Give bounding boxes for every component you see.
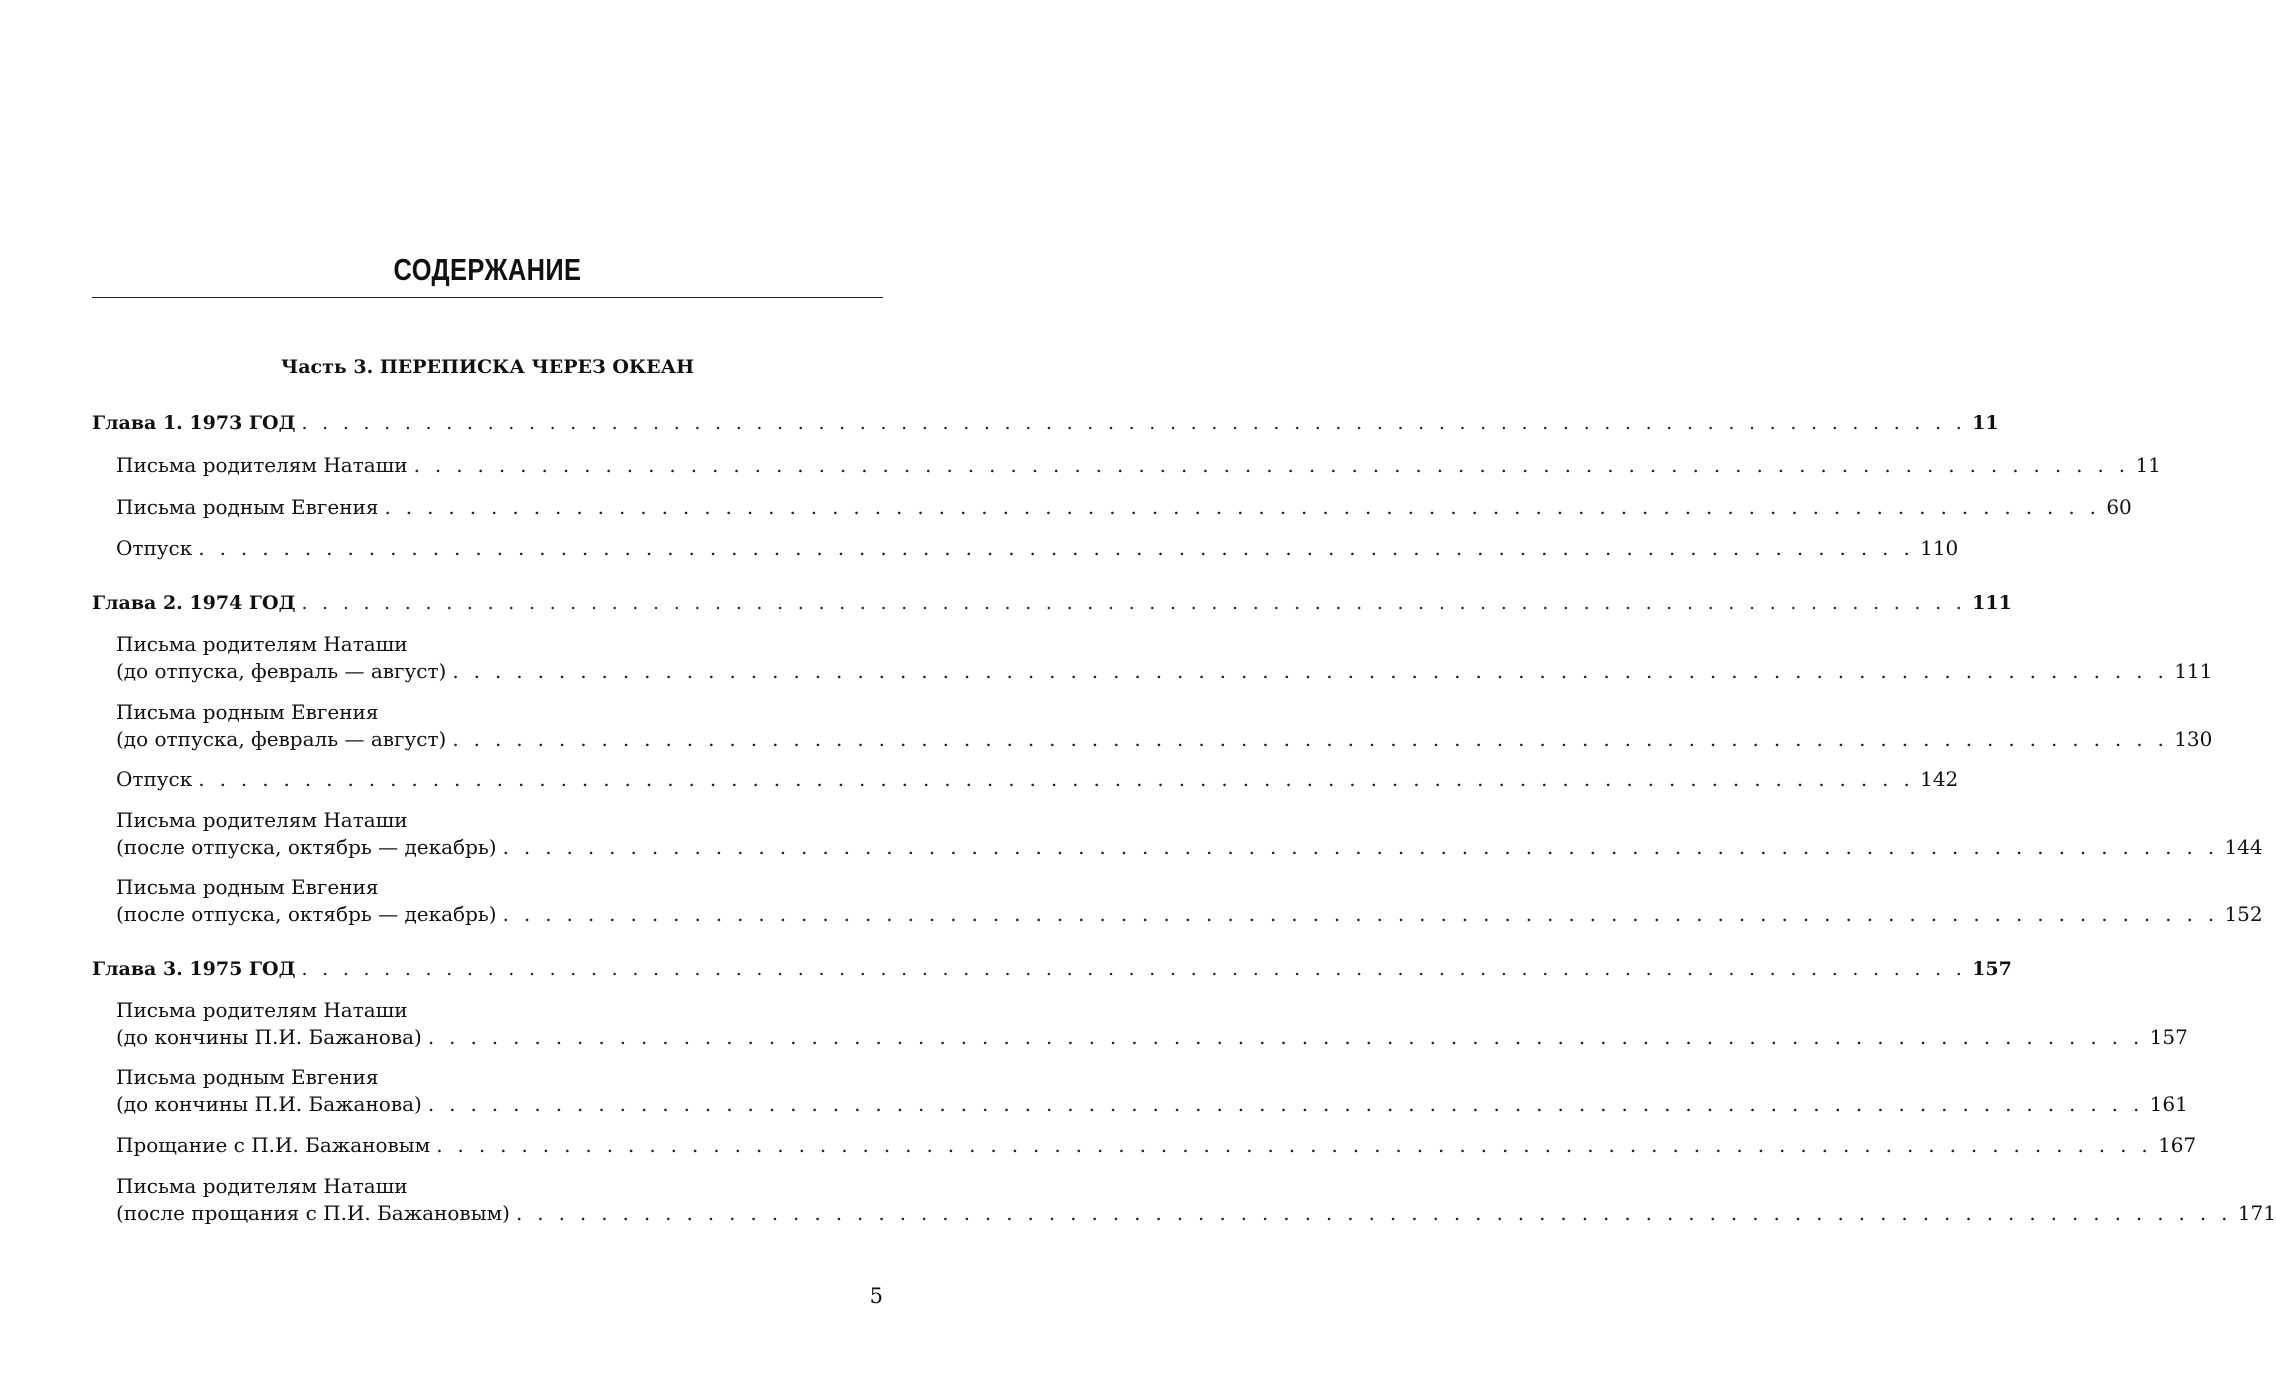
dot-leader: . . . . . . . . . . . . . . . . . . . . . . . . . . . . . . . . . . . . . . . . . . . . . . . . . . . . . . . . . . . . . . . . . . . . . . . . . . . . . . . . . [502,902,2219,926]
toc-page-number: 110 [1920,536,1959,560]
toc-entry-label: Прощание с П.И. Бажановым [116,1133,431,1157]
toc-entry-label: (до кончины П.И. Бажанова) [116,1025,422,1049]
toc-entry[interactable] [116,874,2263,928]
toc-entry-title: Письма родителям Наташи [116,1174,408,1198]
toc-entry[interactable] [116,699,2213,753]
toc-chapter-3[interactable] [92,956,2012,983]
toc-entry-title: Письма родителям Наташи [116,808,408,832]
toc-entry[interactable] [116,997,2188,1051]
toc-entry[interactable] [116,1064,2188,1118]
toc-entry-label: (до отпуска, февраль — август) [116,659,447,683]
dot-leader: . . . . . . . . . . . . . . . . . . . . . . . . . . . . . . . . . . . . . . . . . . . . . . . . . . . . . . . . . . . . . . . . . . . . . . . . . . . . . . . . . [198,536,1915,560]
toc-page-number: 161 [2149,1092,2188,1116]
dot-leader: . . . . . . . . . . . . . . . . . . . . . . . . . . . . . . . . . . . . . . . . . . . . . . . . . . . . . . . . . . . . . . . . . . . . . . . . . . . . . . . . . [301,412,1967,434]
dot-leader: . . . . . . . . . . . . . . . . . . . . . . . . . . . . . . . . . . . . . . . . . . . . . . . . . . . . . . . . . . . . . . . . . . . . . . . . . . . . . . . . . [436,1133,2153,1157]
toc-entry-title: Письма родителям Наташи [116,632,408,656]
toc-entry-label: Отпуск [116,767,193,791]
toc-page-number: 11 [2135,453,2161,477]
toc-entry-title: Письма родным Евгения [116,875,379,899]
toc-entry[interactable] [116,807,2263,861]
toc-entry[interactable] [116,631,2213,685]
toc-entry-label: Письма родителям Наташи [116,453,408,477]
dot-leader: . . . . . . . . . . . . . . . . . . . . . . . . . . . . . . . . . . . . . . . . . . . . . . . . . . . . . . . . . . . . . . . . . . . . . . . . . . . . . . . . . [427,1025,2144,1049]
toc-entry-title: Письма родным Евгения [116,700,379,724]
dot-leader: . . . . . . . . . . . . . . . . . . . . . . . . . . . . . . . . . . . . . . . . . . . . . . . . . . . . . . . . . . . . . . . . . . . . . . . . . . . . . . . . . [384,495,2101,519]
page-number: 5 [869,1284,883,1308]
toc-entry-label: Отпуск [116,536,193,560]
toc-page-number: 111 [1972,592,2012,614]
toc-chapter-2[interactable] [92,590,2012,617]
dot-leader: . . . . . . . . . . . . . . . . . . . . . . . . . . . . . . . . . . . . . . . . . . . . . . . . . . . . . . . . . . . . . . . . . . . . . . . . . . . . . . . . . [502,835,2219,859]
toc-entry-label: (после отпуска, октябрь — декабрь) [116,902,497,926]
dot-leader: . . . . . . . . . . . . . . . . . . . . . . . . . . . . . . . . . . . . . . . . . . . . . . . . . . . . . . . . . . . . . . . . . . . . . . . . . . . . . . . . . [452,659,2169,683]
title-rule [92,297,883,298]
dot-leader: . . . . . . . . . . . . . . . . . . . . . . . . . . . . . . . . . . . . . . . . . . . . . . . . . . . . . . . . . . . . . . . . . . . . . . . . . . . . . . . . . [452,727,2169,751]
toc-page-number: 142 [1920,767,1959,791]
dot-leader: . . . . . . . . . . . . . . . . . . . . . . . . . . . . . . . . . . . . . . . . . . . . . . . . . . . . . . . . . . . . . . . . . . . . . . . . . . . . . . . . . [427,1092,2144,1116]
toc-chapter-1[interactable] [92,410,1999,437]
toc-page-number: 167 [2158,1133,2197,1157]
toc-page-number: 144 [2224,835,2263,859]
toc-entry-label: Глава 2. 1974 ГОД [92,592,296,614]
toc-entry[interactable] [116,535,1959,562]
toc-entry[interactable] [116,1173,2276,1227]
toc-page-number: 60 [2106,495,2132,519]
toc-entry[interactable] [116,766,1959,793]
toc-page-number: 152 [2224,902,2263,926]
toc-entry-label: Глава 1. 1973 ГОД [92,412,296,434]
toc-page-number: 130 [2174,727,2213,751]
dot-leader: . . . . . . . . . . . . . . . . . . . . . . . . . . . . . . . . . . . . . . . . . . . . . . . . . . . . . . . . . . . . . . . . . . . . . . . . . . . . . . . . . [301,592,1967,614]
toc-entry-title: Письма родителям Наташи [116,998,408,1022]
toc-page-number: 157 [1972,958,2012,980]
part-title: Часть 3. ПЕРЕПИСКА ЧЕРЕЗ ОКЕАН [280,356,695,378]
toc-entry-label: (после отпуска, октябрь — декабрь) [116,835,497,859]
toc-entry[interactable] [116,494,2132,521]
dot-leader: . . . . . . . . . . . . . . . . . . . . . . . . . . . . . . . . . . . . . . . . . . . . . . . . . . . . . . . . . . . . . . . . . . . . . . . . . . . . . . . . . [198,767,1915,791]
toc-entry-label: Письма родным Евгения [116,495,379,519]
toc-page-number: 11 [1972,412,1999,434]
toc-entry[interactable] [116,1132,2197,1159]
toc-entry-label: (до отпуска, февраль — август) [116,727,447,751]
page-title: СОДЕРЖАНИЕ [393,252,582,287]
toc-entry-label: (после прощания с П.И. Бажановым) [116,1201,510,1225]
toc-page-number: 111 [2174,659,2213,683]
toc-entry-label: Глава 3. 1975 ГОД [92,958,296,980]
toc-entry[interactable] [116,452,2161,479]
dot-leader: . . . . . . . . . . . . . . . . . . . . . . . . . . . . . . . . . . . . . . . . . . . . . . . . . . . . . . . . . . . . . . . . . . . . . . . . . . . . . . . . . [515,1201,2232,1225]
toc-entry-title: Письма родным Евгения [116,1065,379,1089]
toc-page-number: 171 [2237,1201,2276,1225]
toc-entry-label: (до кончины П.И. Бажанова) [116,1092,422,1116]
dot-leader: . . . . . . . . . . . . . . . . . . . . . . . . . . . . . . . . . . . . . . . . . . . . . . . . . . . . . . . . . . . . . . . . . . . . . . . . . . . . . . . . . [301,958,1967,980]
dot-leader: . . . . . . . . . . . . . . . . . . . . . . . . . . . . . . . . . . . . . . . . . . . . . . . . . . . . . . . . . . . . . . . . . . . . . . . . . . . . . . . . . [413,453,2130,477]
toc-page-number: 157 [2149,1025,2188,1049]
